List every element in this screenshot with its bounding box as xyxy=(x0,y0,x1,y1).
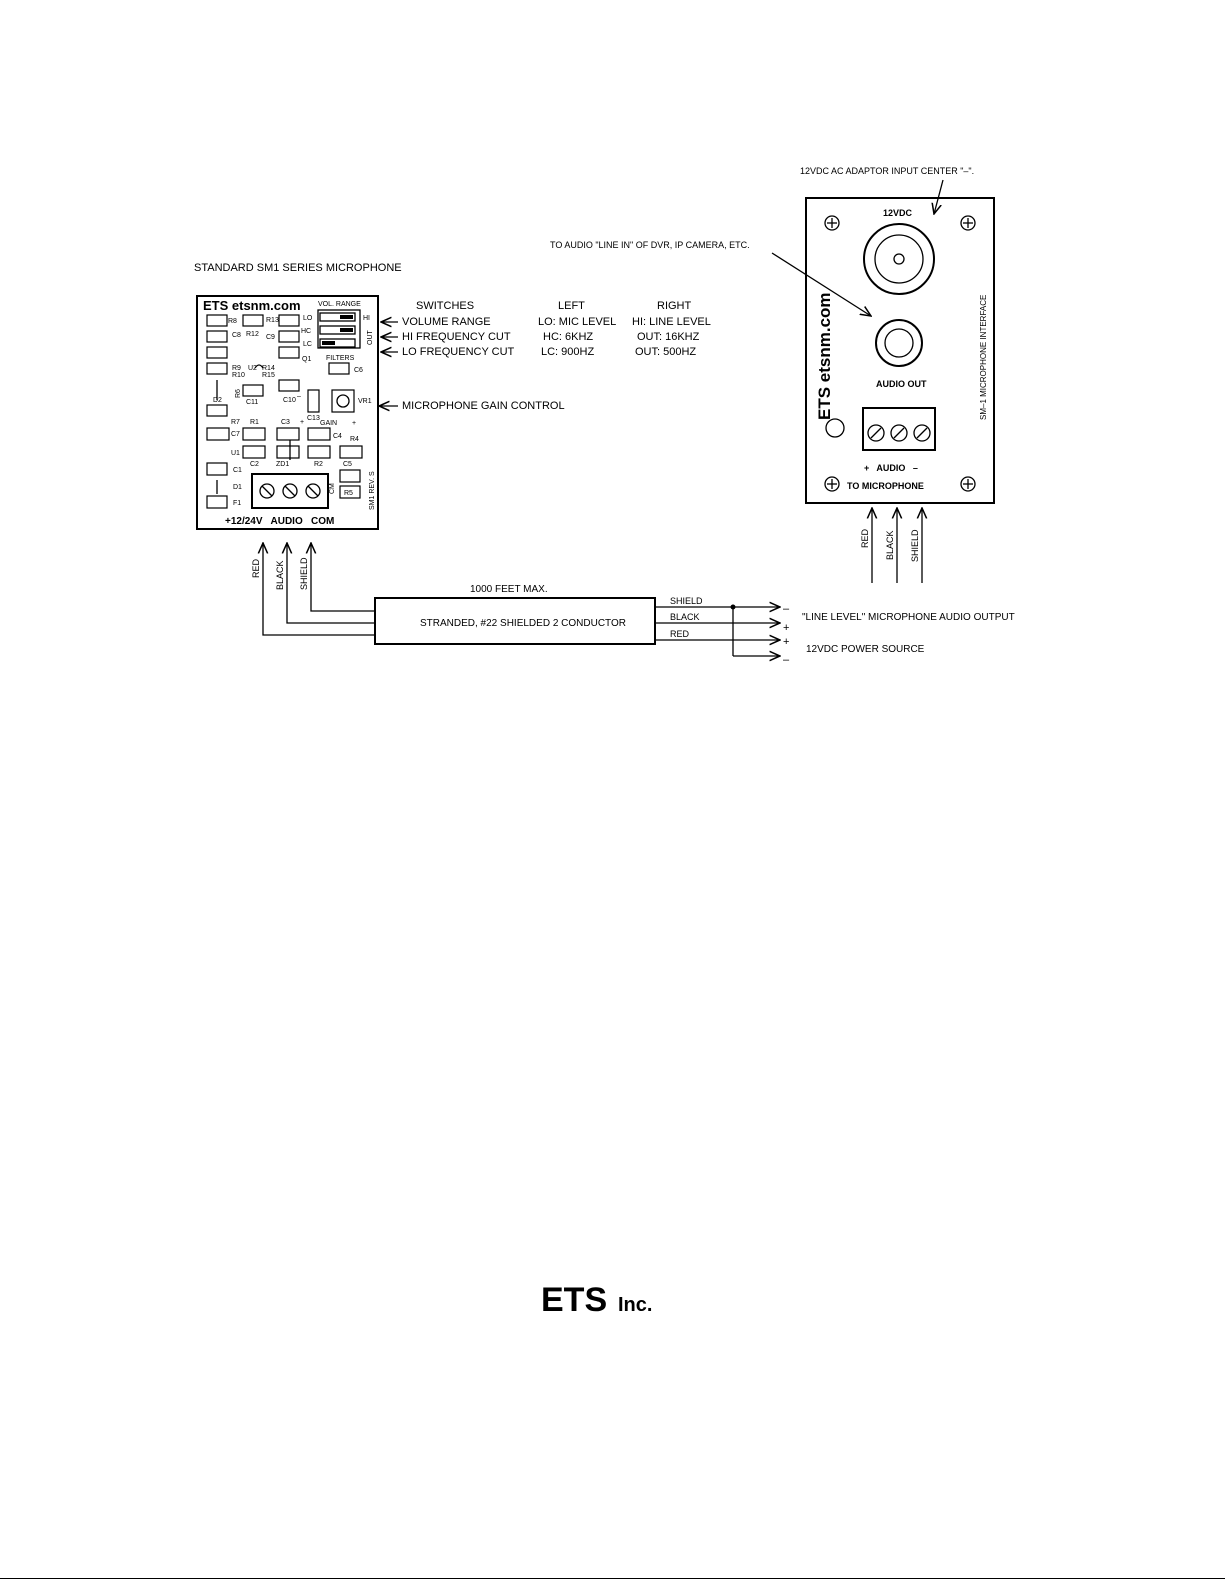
audio-out-label: AUDIO OUT xyxy=(876,379,927,389)
led-indicator-icon xyxy=(826,419,844,437)
out-minus-1: – xyxy=(783,603,790,615)
comp-c11: C11 xyxy=(246,399,259,406)
comp-u1: U1 xyxy=(231,450,240,457)
switch-row-left: LC: 900HZ xyxy=(541,346,595,358)
left-header: LEFT xyxy=(558,300,585,312)
sm1-brand: ETS etsnm.com xyxy=(203,298,301,313)
comp-r9: R9 xyxy=(232,365,241,372)
in-shield-label: SHIELD xyxy=(910,529,920,562)
out-plus-2: + xyxy=(783,636,790,648)
cable-length: 1000 FEET MAX. xyxy=(470,584,548,595)
comp-c9: C9 xyxy=(266,334,275,341)
comp-vr1: VR1 xyxy=(358,398,372,405)
comp-r1: R1 xyxy=(250,419,259,426)
interface-brand: ETS etsnm.com xyxy=(815,292,834,420)
logo-main: ETS xyxy=(541,1281,608,1319)
switch-row-right: OUT: 500HZ xyxy=(635,346,697,358)
comp-r8: R8 xyxy=(228,318,237,325)
vol-range-label: VOL. RANGE xyxy=(318,301,361,308)
out-shield-label: SHIELD xyxy=(670,596,703,606)
comp-c7: C7 xyxy=(231,431,240,438)
sm1-interface xyxy=(550,166,994,583)
comp-c1: C1 xyxy=(233,467,242,474)
switch-row-name: LO FREQUENCY CUT xyxy=(402,346,515,358)
wire-red-label: RED xyxy=(251,558,261,578)
sw-hc-label: HC xyxy=(301,328,312,335)
comp-r14: R14 xyxy=(262,365,275,372)
sm1-component-outlines xyxy=(207,315,362,508)
out-minus-2: – xyxy=(783,654,790,666)
comp-u2: U2 xyxy=(248,365,257,372)
c3-plus: + xyxy=(300,419,305,426)
ets-logo xyxy=(541,1281,652,1319)
comp-c3: C3 xyxy=(281,419,290,426)
logo-sub: Inc. xyxy=(618,1294,653,1316)
switches-header: SWITCHES xyxy=(416,300,475,312)
adaptor-note: 12VDC AC ADAPTOR INPUT CENTER "–". xyxy=(800,166,975,176)
switch-row-left: LO: MIC LEVEL xyxy=(538,316,617,328)
gain-control-label: MICROPHONE GAIN CONTROL xyxy=(402,400,565,412)
comp-cm: CM xyxy=(329,483,336,494)
gain-plus: + xyxy=(352,420,357,427)
to-microphone-label: TO MICROPHONE xyxy=(847,481,924,491)
label-12vdc: 12VDC xyxy=(883,208,913,218)
interface-side-label: SM–1 MICROPHONE INTERFACE xyxy=(979,294,988,420)
right-header: RIGHT xyxy=(657,300,692,312)
switch-row-right: HI: LINE LEVEL xyxy=(632,316,711,328)
page-bottom-rule xyxy=(0,1578,1225,1579)
out-black-label: BLACK xyxy=(670,612,700,622)
comp-c8: C8 xyxy=(232,332,241,339)
comp-zd1: ZD1 xyxy=(276,461,290,468)
comp-r12: R12 xyxy=(246,331,259,338)
comp-r7: R7 xyxy=(231,419,240,426)
sm1-microphone xyxy=(194,262,402,529)
comp-r5: R5 xyxy=(344,490,353,497)
comp-c6: C6 xyxy=(354,367,363,374)
sw-lo-label: LO xyxy=(303,315,313,322)
comp-c5: C5 xyxy=(343,461,352,468)
out-plus-1: + xyxy=(783,622,790,634)
cable-wiring xyxy=(251,543,1015,666)
comp-c2: C2 xyxy=(250,461,259,468)
sm1-terminal-block xyxy=(252,474,328,508)
comp-c13: C13 xyxy=(307,415,320,422)
comp-r2: R2 xyxy=(314,461,323,468)
interface-plate xyxy=(806,198,994,503)
comp-r6: R6 xyxy=(235,389,242,398)
gain-minus: – xyxy=(297,393,301,400)
dc-jack-icon xyxy=(864,224,934,294)
in-red-label: RED xyxy=(860,528,870,548)
interface-terminal-block xyxy=(863,408,935,450)
sm1-title: STANDARD SM1 SERIES MICROPHONE xyxy=(194,262,402,274)
comp-r10: R10 xyxy=(232,372,245,379)
sw-out-label: OUT xyxy=(367,330,374,345)
switch-table xyxy=(379,300,711,412)
switch-row-name: VOLUME RANGE xyxy=(402,316,491,328)
dip-switch-block xyxy=(318,310,360,348)
gain-label: GAIN xyxy=(320,420,338,427)
comp-c4: C4 xyxy=(333,433,342,440)
interface-terminal-labels: + AUDIO – xyxy=(864,463,918,473)
in-black-label: BLACK xyxy=(885,530,895,560)
switch-row-name: HI FREQUENCY CUT xyxy=(402,331,511,343)
audio-out-jack-icon xyxy=(876,320,922,366)
comp-c10: C10 xyxy=(283,397,296,404)
sw-hi-label: HI xyxy=(363,315,370,322)
comp-q1: Q1 xyxy=(302,356,312,363)
line-in-note: TO AUDIO "LINE IN" OF DVR, IP CAMERA, ETC. xyxy=(550,240,750,250)
power-source-label: 12VDC POWER SOURCE xyxy=(806,644,925,655)
wire-shield-label: SHIELD xyxy=(299,557,309,590)
comp-r4: R4 xyxy=(350,436,359,443)
switch-row-right: OUT: 16KHZ xyxy=(637,331,700,343)
comp-d2: D2 xyxy=(213,397,222,404)
wire-black-label: BLACK xyxy=(275,560,285,590)
cable-spec: STRANDED, #22 SHIELDED 2 CONDUCTOR xyxy=(420,618,626,629)
out-red-label: RED xyxy=(670,629,690,639)
sm1-terminal-labels: +12/24V AUDIO COM xyxy=(225,516,335,527)
line-level-output-label: "LINE LEVEL" MICROPHONE AUDIO OUTPUT xyxy=(802,612,1015,623)
comp-d1: D1 xyxy=(233,484,242,491)
sw-lc-label: LC xyxy=(303,341,312,348)
comp-r15: R15 xyxy=(262,372,275,379)
switch-row-left: HC: 6KHZ xyxy=(543,331,594,343)
filters-label: FILTERS xyxy=(326,355,355,362)
comp-f1: F1 xyxy=(233,500,242,507)
comp-r13: R13 xyxy=(266,317,279,324)
sm1-rev: SM1 REV. S xyxy=(369,471,376,510)
